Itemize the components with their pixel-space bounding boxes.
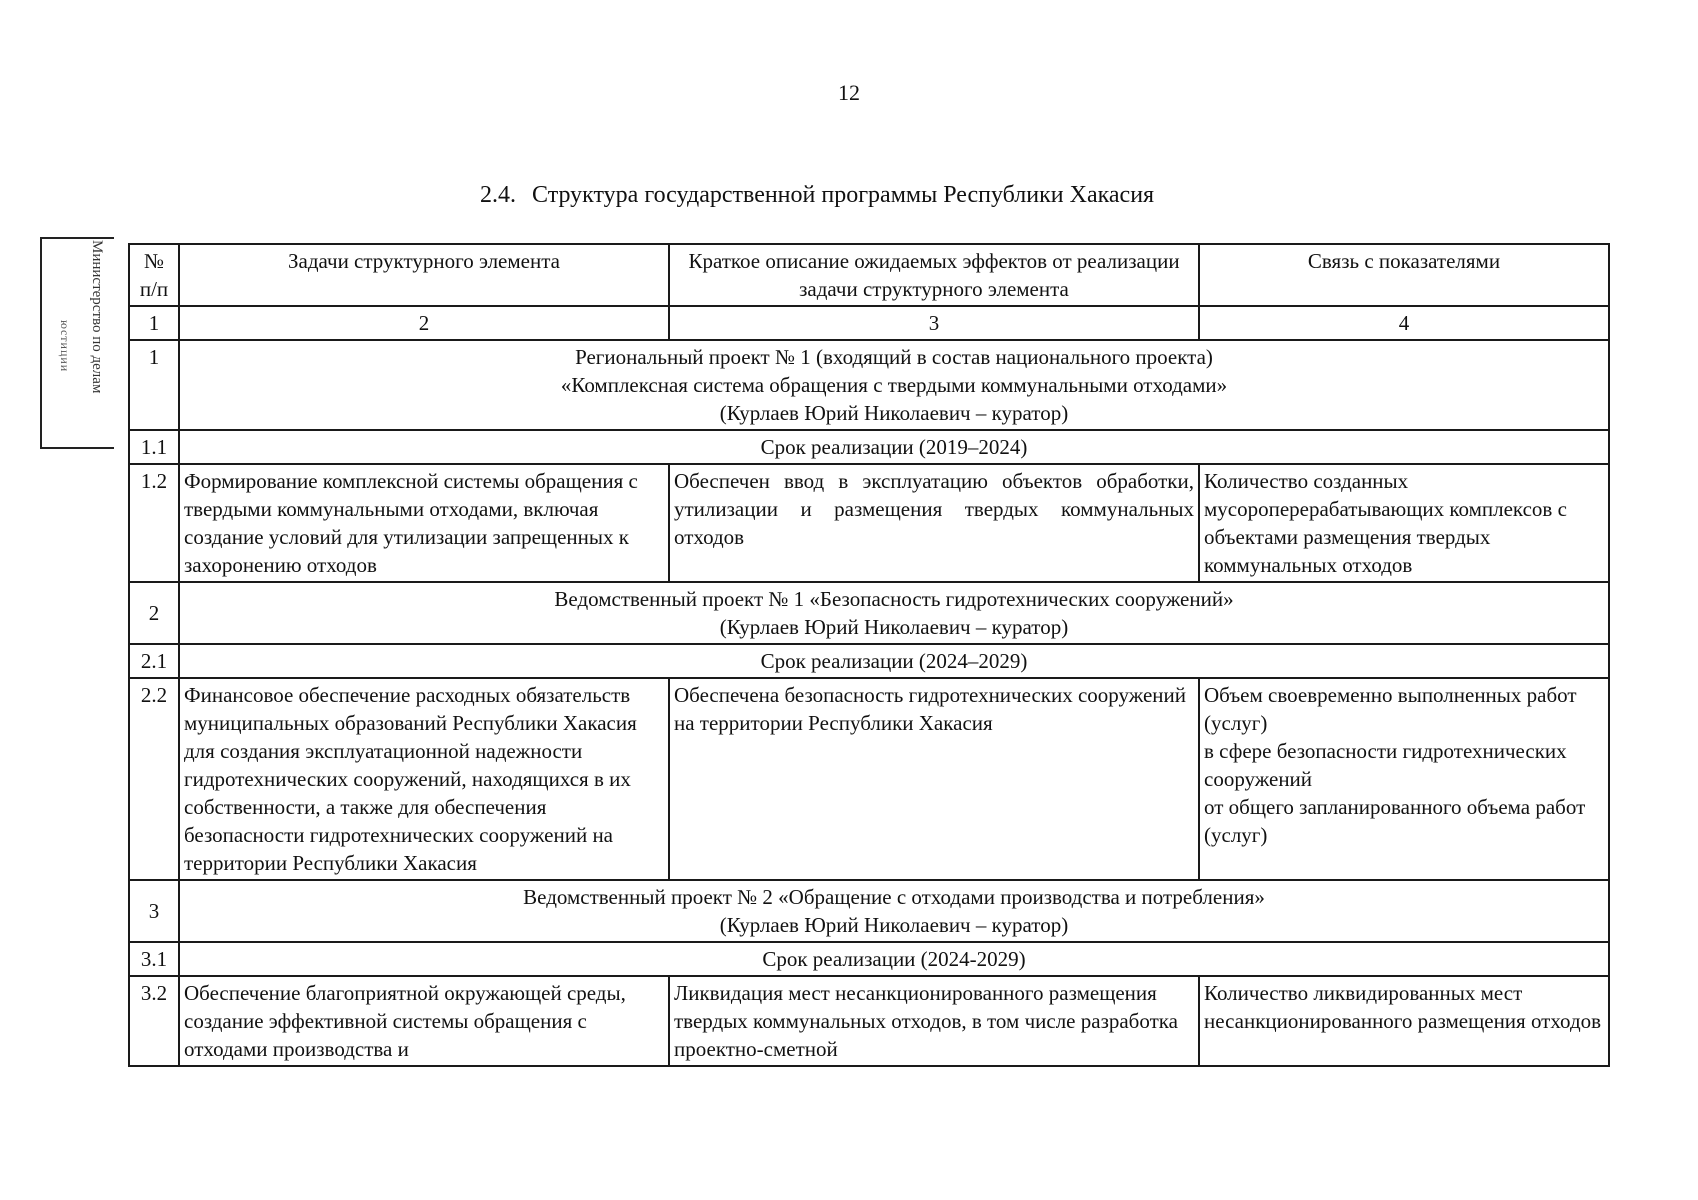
indicator-line: в сфере безопасности гидротехнических сооружений [1204,739,1567,791]
section-title-line: «Комплексная система обращения с твердыми коммунальными отходами» [560,373,1228,397]
term-row [129,430,1609,464]
header-tasks: Задачи структурного элемента [179,244,669,306]
term-number: 3.1 [129,942,179,976]
header-indicators: Связь с показателями [1199,244,1609,306]
term-number: 2.1 [129,644,179,678]
indicator-line: Объем своевременно выполненных работ (услуг) [1204,683,1577,735]
header-effects: Краткое описание ожидаемых эффектов от реализации задачи структурного элемента [669,244,1199,306]
structure-table [128,243,1610,1067]
section-title [179,340,1609,430]
section-curator: (Курлаев Юрий Николаевич – куратор) [719,913,1069,937]
col-number: 3 [669,306,1199,340]
term-text: Срок реализации (2024–2029) [179,644,1609,678]
section-title-line: Региональный проект № 1 (входящий в состав национального проекта) [575,345,1213,369]
section-title [179,582,1609,644]
header-num: № п/п [129,244,179,306]
title-number: 2.4. [480,182,516,208]
term-row [129,644,1609,678]
section-title-line: Ведомственный проект № 1 «Безопасность гидротехнических сооружений» [554,587,1234,611]
section-curator: (Курлаев Юрий Николаевич – куратор) [719,401,1069,425]
task-text: Обеспечение благоприятной окружающей среды, создание эффективной системы обращения с отходами производства и [179,976,669,1066]
task-row [129,678,1609,880]
task-text: Формирование комплексной системы обращения с твердыми коммунальными отходами, включая создание условий для утилизации запрещенных к захоронению отходов [179,464,669,582]
section-number: 2 [129,582,179,644]
task-row [129,464,1609,582]
indicator-text [1199,678,1609,880]
indicator-text: Количество ликвидированных мест несанкционированного размещения отходов [1199,976,1609,1066]
section-title [179,880,1609,942]
section-row [129,582,1609,644]
effect-text: Обеспечен ввод в эксплуатацию объектов обработки, утилизации и размещения твердых коммунальных отходов [669,464,1199,582]
document-title [480,182,1154,209]
task-row [129,976,1609,1066]
section-curator: (Курлаев Юрий Николаевич – куратор) [719,615,1069,639]
title-text: Структура государственной программы Республики Хакасия [532,182,1155,208]
term-text: Срок реализации (2024-2029) [179,942,1609,976]
effect-text: Ликвидация мест несанкционированного размещения твердых коммунальных отходов, в том числе разработка проектно-сметной [669,976,1199,1066]
stamp-text-secondary: юстиции [58,320,72,373]
col-number: 4 [1199,306,1609,340]
term-text: Срок реализации (2019–2024) [179,430,1609,464]
effect-text: Обеспечена безопасность гидротехнических сооружений на территории Республики Хакасия [669,678,1199,880]
term-row [129,942,1609,976]
section-number: 1 [129,340,179,430]
task-text: Финансовое обеспечение расходных обязательств муниципальных образований Республики Хакасия для создания эксплуатационной надежности гидротехнических сооружений, находящихся в их собственности, а также для обеспечения безопасности гидротехнических сооружений на территории Республики Хакасия [179,678,669,880]
stamp-text: Министерство по делам [89,240,105,394]
term-number: 1.1 [129,430,179,464]
section-row [129,880,1609,942]
task-number: 1.2 [129,464,179,582]
page-number: 12 [838,80,860,105]
indicator-line: от общего запланированного объема работ (услуг) [1204,795,1586,847]
task-number: 2.2 [129,678,179,880]
section-number: 3 [129,880,179,942]
section-title-line: Ведомственный проект № 2 «Обращение с отходами производства и потребления» [523,885,1265,909]
task-number: 3.2 [129,976,179,1066]
col-number: 2 [179,306,669,340]
indicator-text: Количество созданных мусороперерабатывающих комплексов с объектами размещения твердых коммунальных отходов [1199,464,1609,582]
section-row [129,340,1609,430]
header-row [129,244,1609,306]
column-number-row [129,306,1609,340]
col-number: 1 [129,306,179,340]
